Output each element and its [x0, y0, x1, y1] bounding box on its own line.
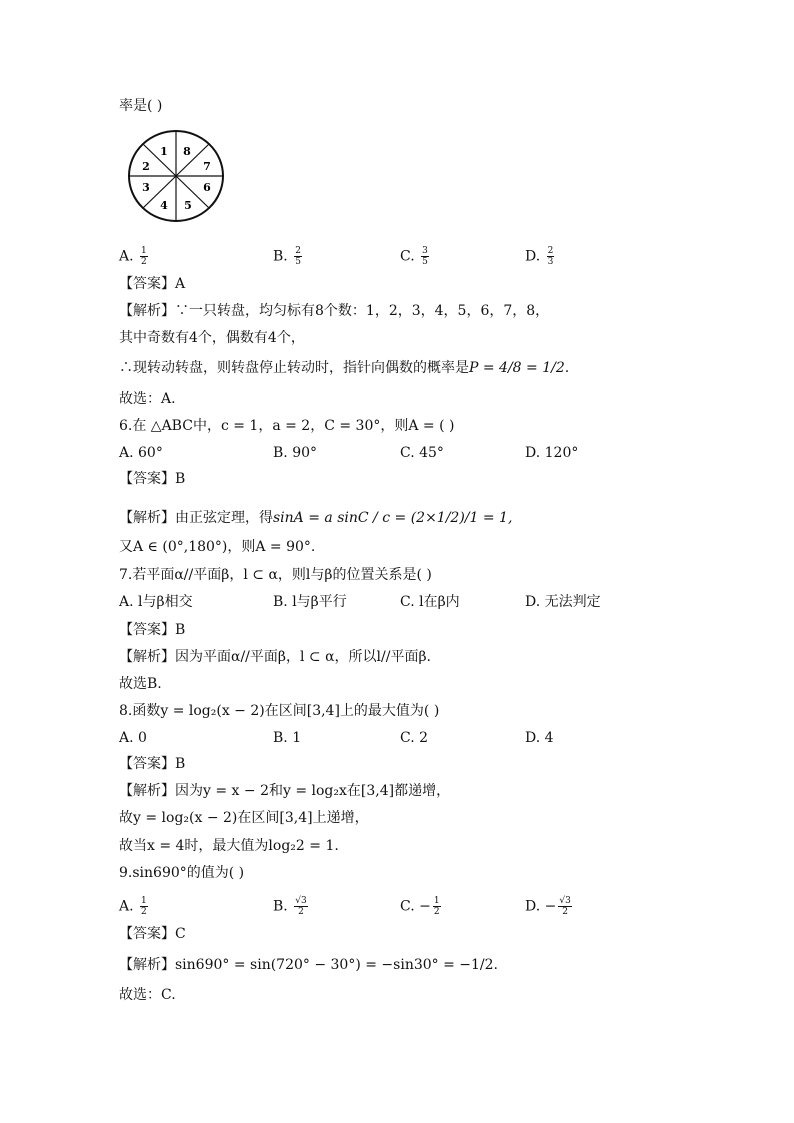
wheel-number-3: 3: [142, 181, 150, 194]
wheel-number-6: 6: [203, 181, 211, 194]
q8-stem: 8.函数y = log₂(x − 2)在区间[3,4]上的最大值为( ): [119, 703, 440, 719]
q5-option-c: C. $\frac{3}{5}$: [400, 246, 428, 267]
q9-conclusion: 故选：C.: [119, 987, 176, 1003]
q9-option-b: B. $\frac{√3}{2}$: [273, 896, 307, 917]
q5-analysis-2: 其中奇数有4个，偶数有4个，: [119, 330, 305, 346]
wheel-number-7: 7: [203, 160, 211, 173]
q5-option-b: B. $\frac{2}{5}$: [273, 246, 301, 267]
q6-option-d: D. 120°: [525, 445, 579, 461]
q6-stem: 6.在 △ABC中，c = 1，a = 2，C = 30°，则A = ( ): [119, 418, 455, 434]
wheel-number-5: 5: [184, 199, 192, 212]
q5-answer: 【答案】A: [119, 276, 186, 292]
wheel-number-4: 4: [160, 199, 168, 212]
q5-option-d: D. $\frac{2}{3}$: [525, 246, 554, 267]
q7-option-c: C. l在β内: [400, 594, 460, 610]
q8-option-b: B. 1: [273, 730, 302, 746]
q5-stem-tail: 率是( ): [119, 98, 163, 114]
q5-conclusion: 故选：A.: [119, 391, 176, 407]
q9-option-c: C. − $\frac{1}{2}$: [400, 896, 440, 917]
q8-analysis-3: 故当x = 4时，最大值为log₂2 = 1.: [119, 838, 339, 854]
q5-analysis-3: ∴现转动转盘，则转盘停止转动时，指针向偶数的概率是P = 4/8 = 1/2.: [119, 360, 570, 376]
q7-option-d: D. 无法判定: [525, 594, 601, 610]
probability-formula: P = 4/8 = 1/2.: [469, 360, 570, 376]
q8-analysis-2: 故y = log₂(x − 2)在区间[3,4]上递增，: [119, 810, 369, 826]
q8-option-c: C. 2: [400, 730, 429, 746]
sine-law-formula: sinA = a sinC / c = (2×1/2)/1 = 1,: [273, 510, 513, 526]
spinner-wheel-diagram: [126, 130, 226, 222]
wheel-number-8: 8: [183, 145, 191, 158]
q7-answer: 【答案】B: [119, 622, 186, 638]
q7-analysis: 【解析】因为平面α//平面β，l ⊂ α，所以l//平面β.: [119, 649, 431, 665]
q7-conclusion: 故选B.: [119, 676, 162, 692]
wheel-number-1: 1: [160, 145, 168, 158]
q6-analysis-1: 【解析】由正弦定理，得sinA = a sinC / c = (2×1/2)/1 = 1,: [119, 510, 513, 526]
q6-analysis-2: 又A ∈ (0°,180°)，则A = 90°.: [119, 539, 316, 555]
q7-option-a: A. l与β相交: [119, 594, 193, 610]
q9-analysis: 【解析】sin690° = sin(720° − 30°) = −sin30° = −1/2.: [119, 957, 498, 973]
q9-option-d: D. − $\frac{√3}{2}$: [525, 896, 571, 917]
q9-stem: 9.sin690°的值为( ): [119, 865, 245, 881]
q8-option-d: D. 4: [525, 730, 554, 746]
q6-option-b: B. 90°: [273, 445, 318, 461]
q5-option-a: A. $\frac{1}{2}$: [119, 246, 147, 267]
q7-stem: 7.若平面α//平面β，l ⊂ α，则l与β的位置关系是( ): [119, 567, 432, 583]
q7-option-b: B. l与β平行: [273, 594, 347, 610]
q9-answer: 【答案】C: [119, 926, 186, 942]
q8-option-a: A. 0: [119, 730, 147, 746]
q8-analysis-1: 【解析】因为y = x − 2和y = log₂x在[3,4]都递增，: [119, 783, 451, 799]
q6-option-c: C. 45°: [400, 445, 444, 461]
q6-answer: 【答案】B: [119, 471, 186, 487]
q5-analysis-1: 【解析】∵一只转盘，均匀标有8个数：1，2，3，4，5，6，7，8，: [119, 303, 550, 319]
q9-option-a: A. $\frac{1}{2}$: [119, 896, 147, 917]
wheel-number-2: 2: [142, 160, 150, 173]
q8-answer: 【答案】B: [119, 756, 186, 772]
q6-option-a: A. 60°: [119, 445, 163, 461]
